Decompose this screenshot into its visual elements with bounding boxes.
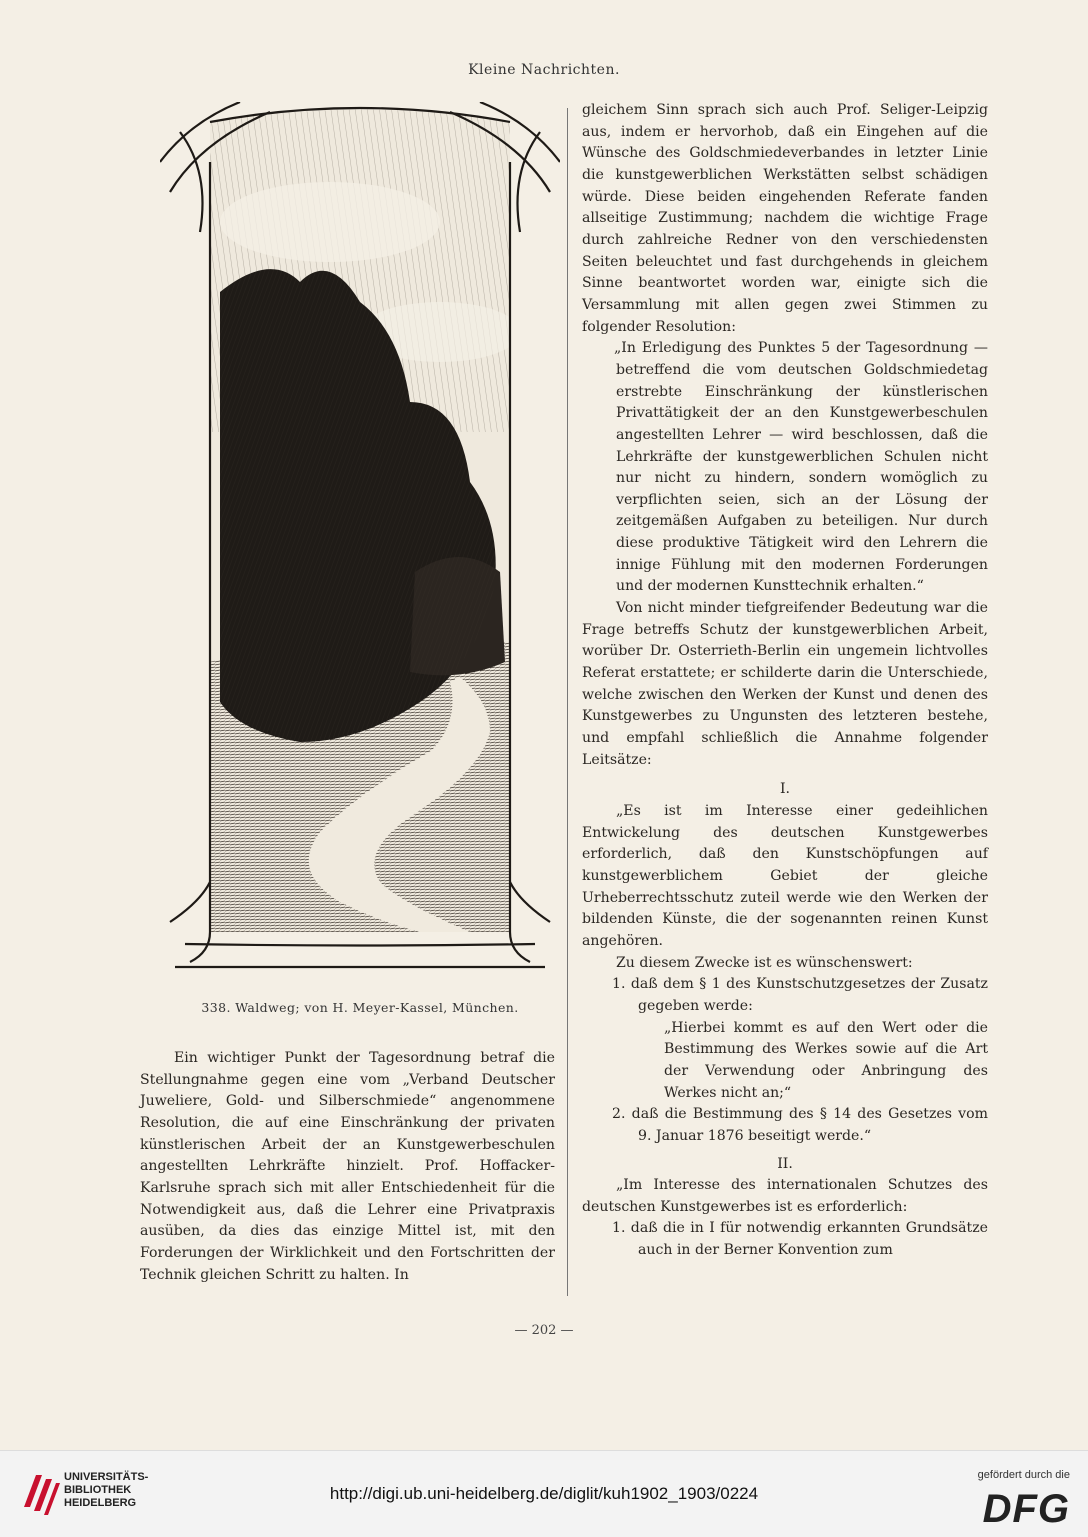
paragraph: Zu diesem Zwecke ist es wünschenswert:	[616, 954, 913, 971]
paragraph: „Es ist im Interesse einer gedeihlichen Entwickelung des deutschen Kunstgewerbes erforderlich, daß den Kunstschöpfungen auf kunstgewerblichem Gebiet der gleiche Urheberrechtsschutz zuteil werde wie den Werken der bildenden Künste, die der sogenannten reinen Kunst angehören.	[582, 803, 988, 949]
left-column-text	[140, 1048, 555, 1286]
paragraph: gleichem Sinn sprach sich auch Prof. Seliger-Leipzig aus, indem er hervorhob, daß ein Eingehen auf die Wünsche des Goldschmiedeverbandes in letzter Linie die kunstgewerblichen Werkstätten selbst schädigen würde. Diese beiden eingehenden Referate fanden allseitige Zustimmung; nachdem die wichtige Frage durch zahlreiche Redner von den verschiedensten Seiten beleuchtet und fast durchgehends in gleichem Sinne beantwortet worden war, einigte sich die Versammlung mit allen gegen zwei Stimmen zu folgender Resolution:	[582, 102, 988, 335]
dfg-logo[interactable]: DFG	[982, 1487, 1070, 1531]
paragraph: Von nicht minder tiefgreifender Bedeutung war die Frage betreffs Schutz der kunstgewerblichen Arbeit, worüber Dr. Osterrieth-Berlin ein ungemein lichtvolles Referat erstattete; er schilderte darin die Unterschiede, welche zwischen den Werken der Kunst und denen des Kunstgewerbes zu Ungunsten des letzteren bestehe, und empfahl schließlich die Annahme folgender Leitsätze:	[582, 600, 988, 768]
right-column-text	[582, 100, 988, 1262]
column-divider	[567, 108, 568, 1296]
paragraph: „Im Interesse des internationalen Schutzes des deutschen Kunstgewerbes ist es erforderlich:	[582, 1177, 988, 1215]
page-number: — 202 —	[514, 1323, 574, 1338]
running-title: Kleine Nachrichten.	[468, 62, 620, 78]
paragraph: Ein wichtiger Punkt der Tagesordnung betraf die Stellungnahme gegen eine vom „Verband Deutscher Juweliere, Gold- und Silberschmiede“ angenommene Resolution, die auf eine Einschränkung der privaten künstlerischen Arbeit der an Kunstgewerbeschulen angestellten Lehrkräfte hinzielt. Prof. Hoffacker-Karlsruhe sprach sich mit aller Entschiedenheit für die Notwendigkeit aus, daß die Lehrer eine Privatpraxis ausüben, da dies das einzige Mittel ist, mit den Forderungen der Wirklichkeit und den Fortschritten der Technik gleichen Schritt zu halten. In	[140, 1050, 555, 1283]
list-item: 2. daß die Bestimmung des § 14 des Gesetzes vom 9. Januar 1876 beseitigt werde.“	[612, 1106, 988, 1144]
permalink-url[interactable]: http://digi.ub.uni-heidelberg.de/diglit/kuh1902_1903/0224	[329, 1484, 759, 1503]
list-item: 1. daß dem § 1 des Kunstschutzgesetzes der Zusatz gegeben werde:	[612, 976, 988, 1014]
section-heading: II.	[777, 1155, 793, 1172]
footer-bar	[0, 1450, 1088, 1537]
illustration-waldweg	[160, 102, 560, 982]
list-item-quote: „Hierbei kommt es auf den Wert oder die Bestimmung des Werkes sowie auf die Art der Verwendung oder Anbringung des Werkes nicht an;“	[664, 1019, 988, 1101]
block-quote: „In Erledigung des Punktes 5 der Tagesordnung — betreffend die vom deutschen Goldschmiedetag erstrebte Einschränkung der künstlerischen Privattätigkeit der an den Kunstgewerbeschulen angestellten Lehrer — wird beschlossen, daß die Lehrkräfte der kunstgewerblichen Schulen nicht nur nicht zu hindern, sondern womöglich zu verpflichten seien, sich an der Lösung der zeitgemäßen Aufgaben zu beteiligen. Nur durch diese produktive Tätigkeit wird den Lehrern die innige Fühlung mit den modernen Forderungen und der modernen Kunsttechnik erhalten.“	[614, 340, 988, 595]
figure-caption: 338. Waldweg; von H. Meyer-Kassel, München.	[201, 1000, 519, 1015]
sponsor-note: gefördert durch die	[977, 1469, 1070, 1481]
list-item: 1. daß die in I für notwendig erkannten Grundsätze auch in der Berner Konvention zum	[612, 1220, 988, 1259]
institution-name[interactable]: UNIVERSITÄTS- BIBLIOTHEK HEIDELBERG	[64, 1471, 149, 1509]
section-heading: I.	[779, 781, 791, 798]
